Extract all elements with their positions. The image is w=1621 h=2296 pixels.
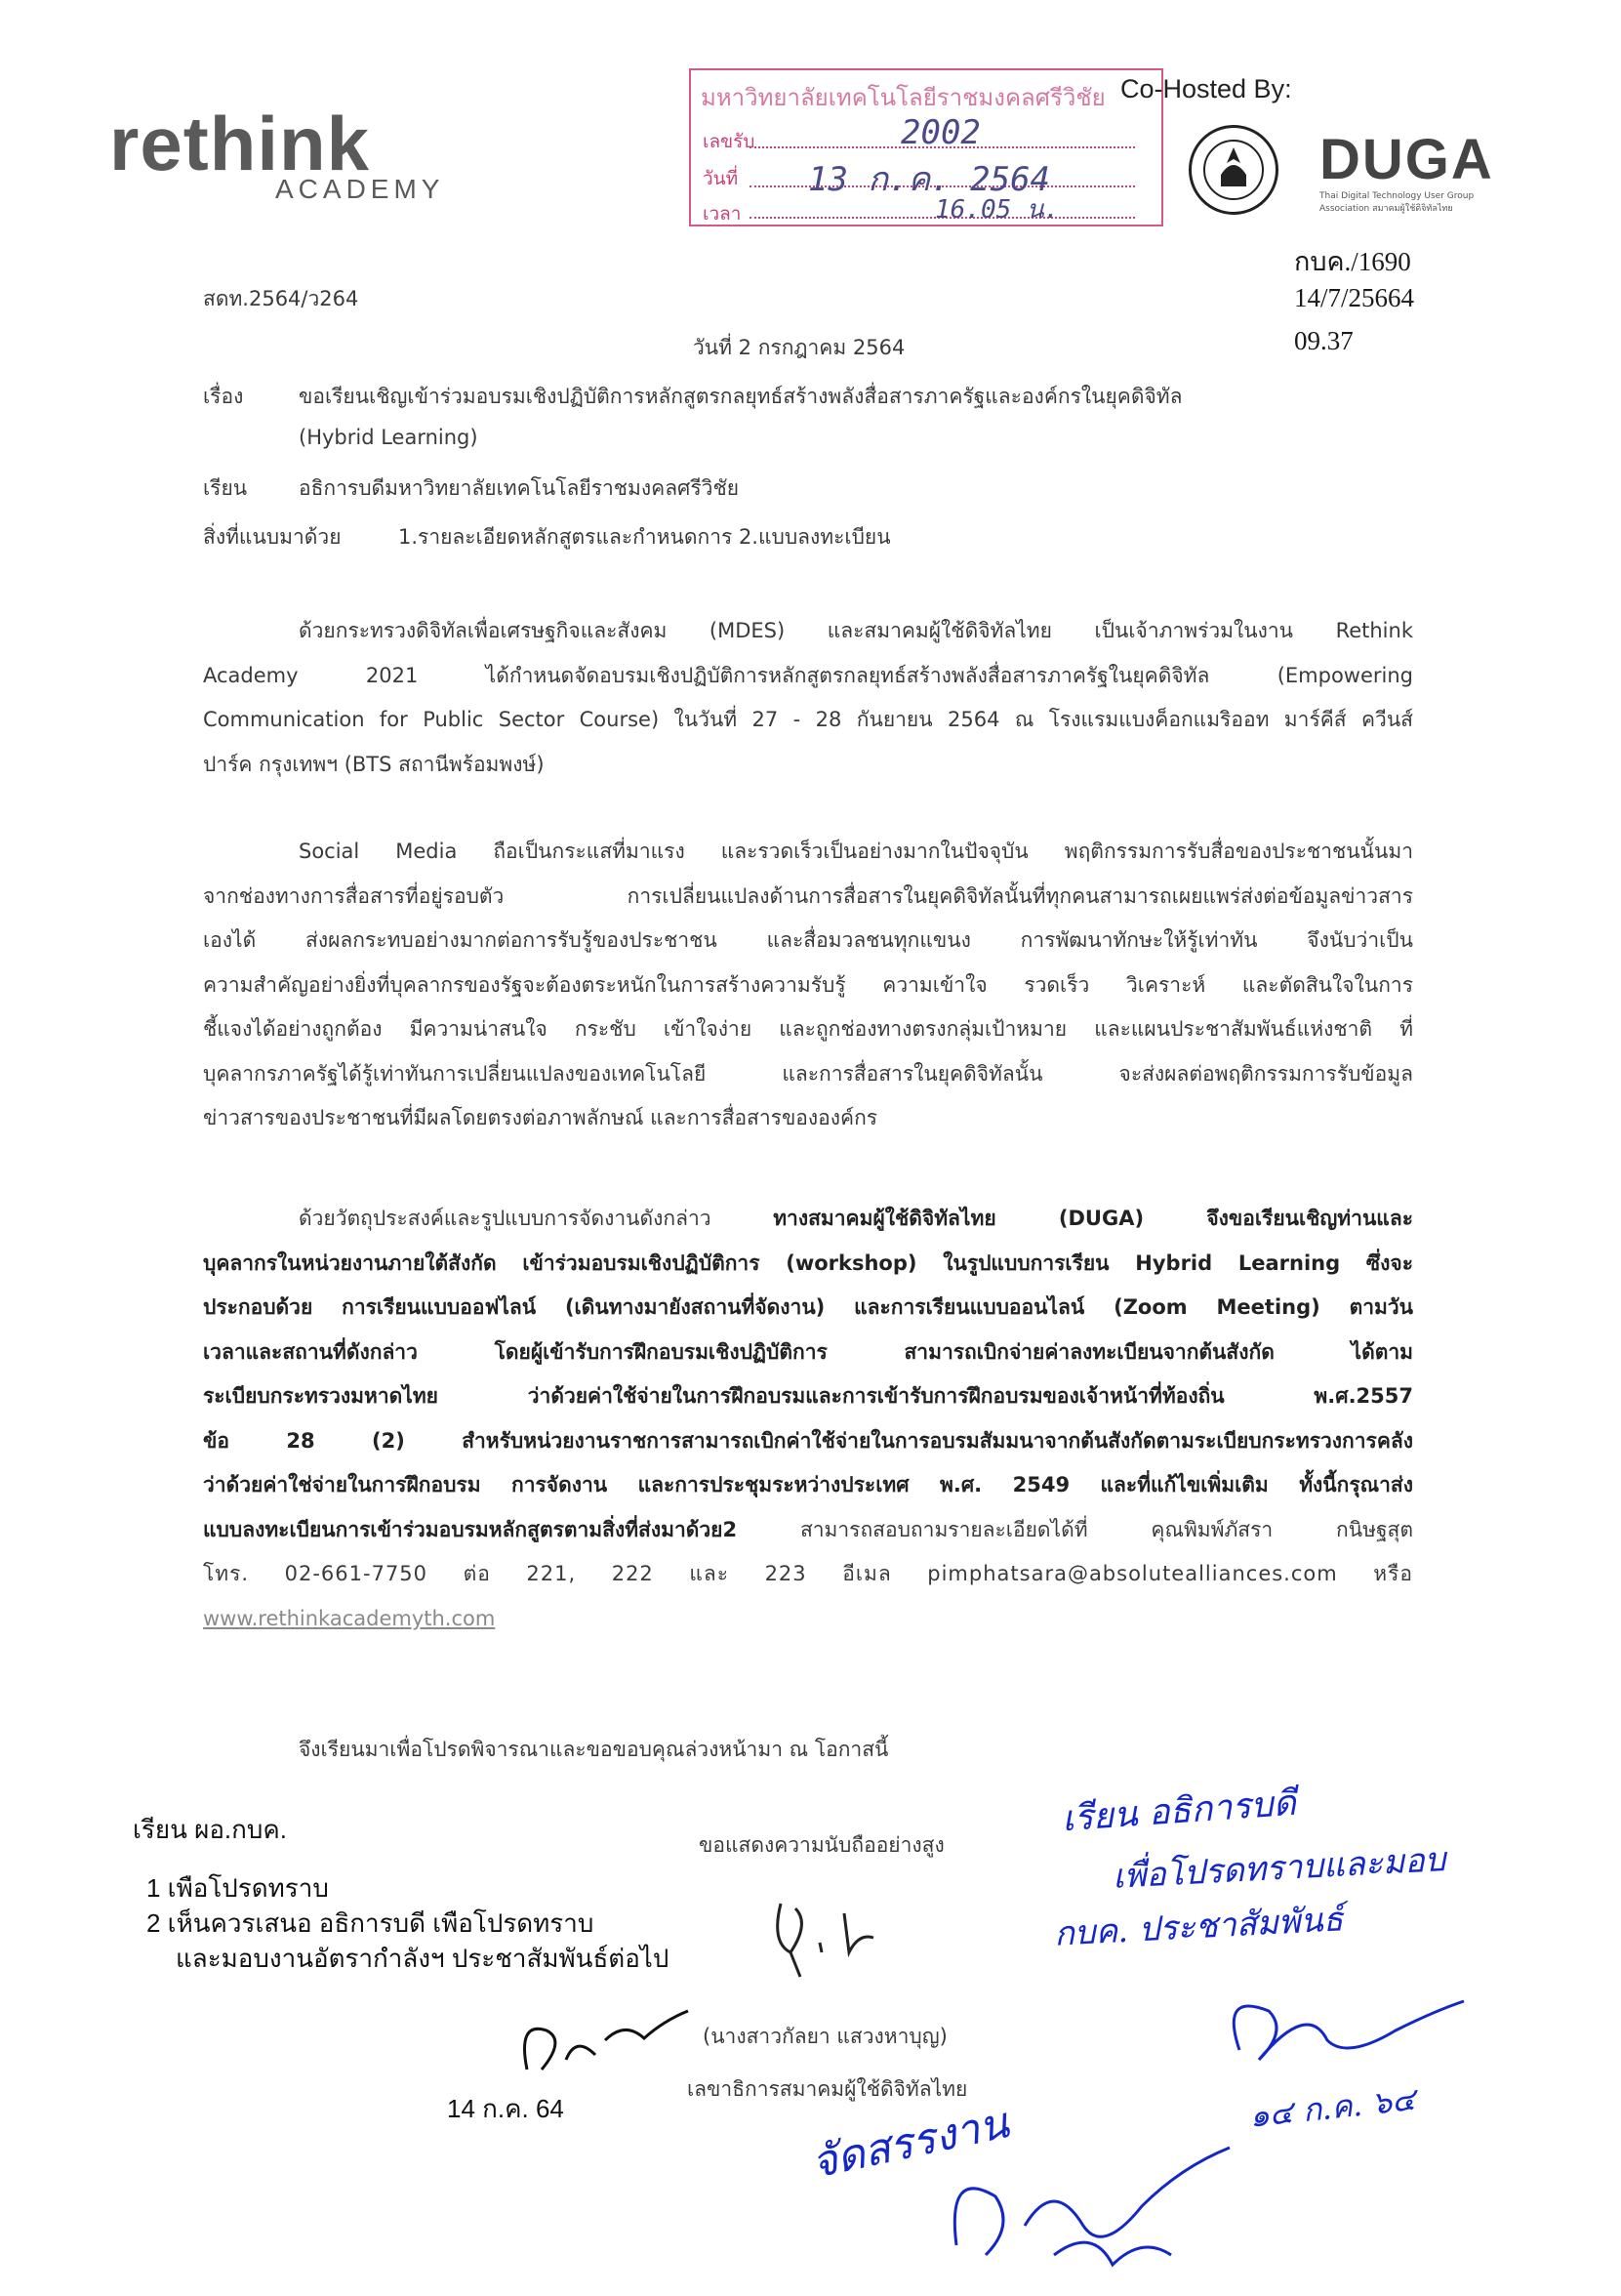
p3-line: ข้อ 28 (2) สำหรับหน่วยงานราชการสามารถเบิกค่าใช้จ่ายในการอบรมสัมมนาจากต้นสังกัดตามระเบียบกระทรวงการคลัง: [203, 1428, 1413, 1453]
closing-text: จึงเรียนมาเพื่อโปรดพิจารณาและขอขอบคุณล่วงหน้ามา ณ โอกาสนี้: [299, 1738, 889, 1761]
p3-contact: โทร. 02-661-7750 ต่อ 221, 222 และ 223 อีเมล pimphatsara@absolutealliances.com หรือ: [203, 1562, 1413, 1585]
p3-line: ว่าด้วยค่าใช่จ่ายในการฝึกอบรม การจัดงาน และการประชุมระหว่างประเทศ พ.ศ. 2549 และที่แก้ไขเพิ่มเติม ทั้งนี้กรุณาส่ง: [203, 1473, 1413, 1496]
p3-line: เวลาและสถานที่ดังกล่าว โดยผู้เข้ารับการฝึกอบรมเชิงปฏิบัติการ สามารถเบิกจ่ายค่าลงทะเบียนจากต้นสังกัด ได้ตาม: [203, 1339, 1413, 1364]
bottom-signature: [937, 2109, 1269, 2275]
duga-logo: DUGA: [1319, 128, 1494, 191]
handwritten-time: 09.37: [1294, 326, 1354, 355]
note-date: 14 ก.ค. 64: [447, 2094, 564, 2123]
stamp-label-number: เลขรับ: [703, 131, 755, 152]
handwritten-note-4: จัดสรรงาน: [807, 2098, 1013, 2189]
p2-line: ชี้แจงได้อย่างถูกต้อง มีความน่าสนใจ กระชับ เข้าใจง่าย และถูกช่องทางตรงกลุ่มเป้าหมาย และแผนประชาสัมพันธ์แห่งชาติ ที่: [203, 1017, 1413, 1041]
note-signature: [507, 1982, 703, 2089]
handwritten-note-3: กบค. ประชาสัมพันธ์: [1053, 1900, 1345, 1954]
p3-bold-1: ทางสมาคมผู้ใช้ดิจิทัลไทย (DUGA) จึงขอเรียนเชิญท่านและ: [773, 1207, 1413, 1230]
duga-subtitle: Thai Digital Technology User Group Association สมาคมผู้ใช้ดิจิทัลไทย: [1319, 191, 1475, 214]
stamp-value-number: 2002: [901, 113, 981, 152]
to-value: อธิการบดีมหาวิทยาลัยเทคโนโลยีราชมงคลศรีวิชัย: [299, 476, 740, 500]
note-item-2b: และมอบงานอัตรากำลังฯ ประชาสัมพันธ์ต่อไป: [176, 1944, 669, 1973]
p3-line: ระเบียบกระทรวงมหาดไทย ว่าด้วยค่าใช้จ่ายในการฝึกอบรมและการเข้ารับการฝึกอบรมของเจ้าหน้าที่ท้องถิ่น พ.ศ.2557: [203, 1384, 1413, 1408]
p1-line: ด้วยกระทรวงดิจิทัลเพื่อเศรษฐกิจและสังคม (MDES) และสมาคมผู้ใช้ดิจิทัลไทย เป็นเจ้าภาพร่วมในงาน Rethink: [299, 619, 1413, 642]
handwritten-date-right: ๑๔ ก.ค. ๖๔: [1247, 2080, 1417, 2135]
note-addressee: เรียน ผอ.กบค.: [133, 1815, 288, 1844]
paragraph-3: [203, 1197, 1413, 1641]
handwritten-ref: กบค./1690: [1294, 247, 1411, 276]
attachment-label: สิ่งที่แนบมาด้วย: [203, 525, 342, 549]
ministry-seal-icon: [1189, 125, 1278, 215]
p3-line: บุคลากรในหน่วยงานภายใต้สังกัด เข้าร่วมอบรมเชิงปฏิบัติการ (workshop) ในรูปแบบการเรียน Hybrid Learning ซึ่งจะ: [203, 1250, 1413, 1275]
subject-line-1: ขอเรียนเชิญเข้าร่วมอบรมเชิงปฏิบัติการหลักสูตรกลยุทธ์สร้างพลังสื่อสารภาครัฐและองค์กรในยุคดิจิทัล: [299, 385, 1183, 408]
rethink-logo: rethink: [109, 101, 371, 186]
attachment-value: 1.รายละเอียดหลักสูตรและกำหนดการ 2.แบบลงทะเบียน: [398, 525, 891, 549]
p3-line: ประกอบด้วย การเรียนแบบออฟไลน์ (เดินทางมายังสถานที่จัดงาน) และการเรียนแบบออนไลน์ (Zoom Meeting) ตามวัน: [203, 1295, 1413, 1319]
p1-line: Communication for Public Sector Course) ในวันที่ 27 - 28 กันยายน 2564 ณ โรงแรมแบงค็อกแมริออท มาร์คีส์ ควีนส์: [203, 708, 1413, 731]
to-label: เรียน: [203, 476, 248, 500]
p3-line-mixed: [203, 1508, 1413, 1553]
reference-number: สดท.2564/ว264: [203, 287, 359, 310]
p2-line: ข่าวสารของประชาชนที่มีผลโดยตรงต่อภาพลักษณ์ และการสื่อสารขององค์กร: [203, 1106, 878, 1129]
signer-signature: [751, 1884, 888, 1982]
stamp-title: มหาวิทยาลัยเทคโนโลยีราชมงคลศรีวิชัย: [701, 84, 1106, 111]
handwritten-date: 14/7/25664: [1294, 283, 1415, 312]
stamp-label-time: เวลา: [703, 203, 742, 225]
p3-line-1: [203, 1197, 1413, 1242]
approver-signature: [1200, 1972, 1474, 2089]
handwritten-note-2: เพื่อโปรดทราบและมอบ: [1112, 1840, 1447, 1897]
p2-line: ความสำคัญอย่างยิ่งที่บุคลากรของรัฐจะต้องตระหนักในการสร้างความรับรู้ ความเข้าใจ รวดเร็ว วิเคราะห์ และตัดสินใจในการ: [203, 972, 1413, 997]
handwritten-note-1: เรียน อธิการบดี: [1060, 1783, 1298, 1840]
p3-tail: สามารถสอบถามรายละเอียดได้ที่ คุณพิมพ์ภัสรา กนิษฐสุต: [799, 1517, 1413, 1541]
receive-stamp: [689, 68, 1163, 226]
signer-title: เลขาธิการสมาคมผู้ใช้ดิจิทัลไทย: [687, 2077, 968, 2101]
website-link[interactable]: www.rethinkacademyth.com: [203, 1606, 496, 1630]
paragraph-2: [203, 830, 1413, 1141]
regards-text: ขอแสดงความนับถืออย่างสูง: [699, 1833, 945, 1857]
p2-line: เองได้ ส่งผลกระทบอย่างมากต่อการรับรู้ของประชาชน และสื่อมวลชนทุกแขนง การพัฒนาทักษะให้รู้เท่าทัน จึงนับว่าเป็น: [203, 928, 1413, 952]
academy-logo-text: ACADEMY: [275, 174, 445, 204]
p3-lead: ด้วยวัตถุประสงค์และรูปแบบการจัดงานดังกล่าว: [299, 1207, 711, 1230]
p3-link-line: [203, 1597, 1413, 1642]
letter-date: วันที่ 2 กรกฎาคม 2564: [693, 336, 906, 359]
p3-bold-last: แบบลงทะเบียนการเข้าร่วมอบรมหลักสูตรตามสิ่งที่ส่งมาด้วย2: [203, 1517, 738, 1541]
stamp-label-date: วันที่: [703, 168, 739, 189]
signer-name: (นางสาวกัลยา แสวงหาบุญ): [703, 2025, 948, 2048]
p1-line: ปาร์ค กรุงเทพฯ (BTS สถานีพร้อมพงษ์): [203, 752, 545, 776]
p1-line: Academy 2021 ได้กำหนดจัดอบรมเชิงปฏิบัติการหลักสูตรกลยุทธ์สร้างพลังสื่อสารภาครัฐในยุคดิจิทัล (Empowering: [203, 663, 1413, 687]
subject-line-2: (Hybrid Learning): [299, 426, 478, 449]
p2-line: จากช่องทางการสื่อสารที่อยู่รอบตัว การเปลี่ยนแปลงด้านการสื่อสารในยุคดิจิทัลนั้นที่ทุกคนสามารถเผยแพร่ส่งต่อข้อมูลข่าวสาร: [203, 883, 1413, 908]
note-item-2: 2 เห็นควรเสนอ อธิการบดี เพือโปรดทราบ: [146, 1908, 594, 1938]
stamp-value-time: 16.05 น.: [935, 195, 1060, 225]
cohosted-label: Co-Hosted By:: [1120, 74, 1292, 103]
paragraph-1: [203, 609, 1413, 787]
subject-label: เรื่อง: [203, 385, 244, 408]
p2-line: Social Media ถือเป็นกระแสที่มาแรง และรวดเร็วเป็นอย่างมากในปัจจุบัน พฤติกรรมการรับสื่อของประชาชนนั้นมา: [299, 840, 1413, 863]
note-item-1: 1 เพือโปรดทราบ: [146, 1873, 329, 1903]
stamp-value-date: 13 ก.ค. 2564: [808, 160, 1051, 199]
p2-line: บุคลากรภาครัฐได้รู้เท่าทันการเปลี่ยนแปลงของเทคโนโลยี และการสื่อสารในยุคดิจิทัลนั้น จะส่งผลต่อพฤติกรรมการรับข้อมูล: [203, 1061, 1413, 1086]
